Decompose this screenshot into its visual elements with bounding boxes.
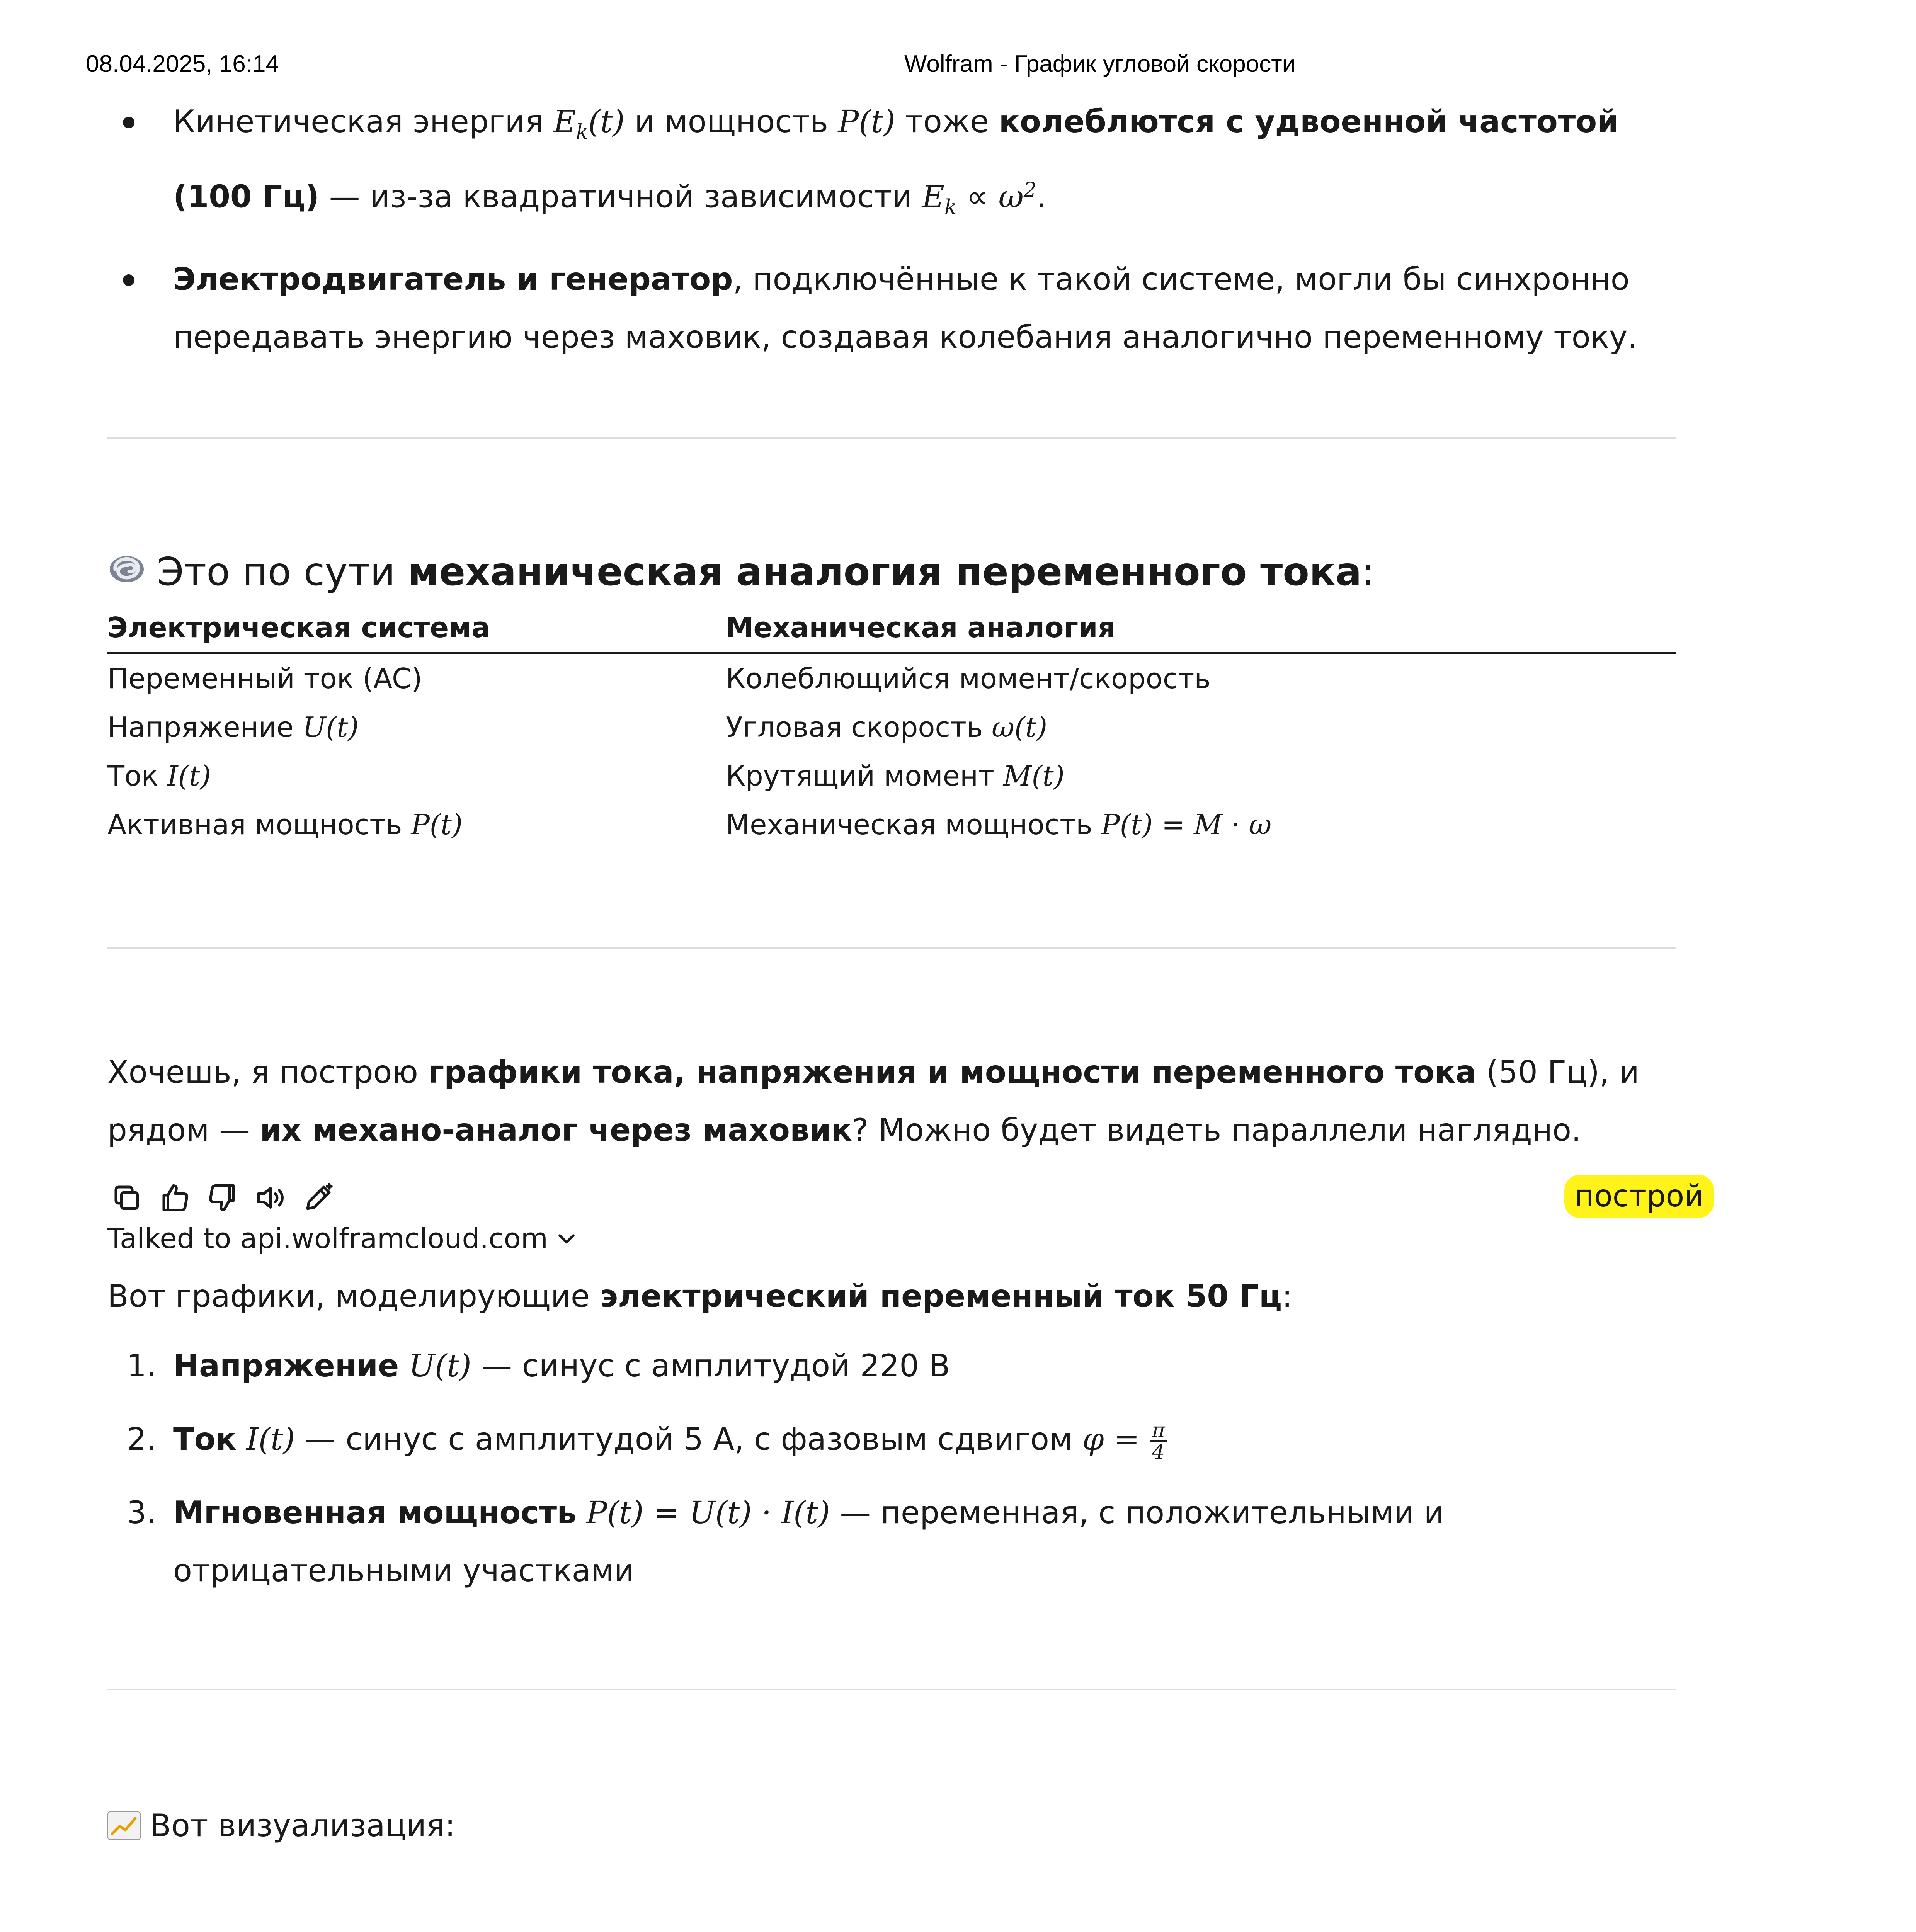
- speaker-icon[interactable]: [251, 1179, 290, 1217]
- column-header: Электрическая система: [107, 603, 726, 653]
- column-header: Механическая аналогия: [726, 603, 1676, 653]
- table-header-row: [107, 603, 1676, 653]
- list-item: Электродвигатель и генератор, подключённые к такой системе, могли бы синхронно передавать энергию через маховик, создавая колебания аналогично переменному току.: [107, 250, 1676, 366]
- table-row: [107, 653, 1676, 703]
- analogy-table: [107, 603, 1676, 849]
- table-row: [107, 703, 1676, 752]
- list-item: 2. Ток I(t) — синус с амплитудой 5 А, с фазовым сдвигом φ = $\frac{\pi}{4}$: [107, 1410, 1676, 1468]
- print-title: Wolfram - График угловой скорости: [904, 51, 1296, 77]
- cyclone-icon: [107, 544, 146, 605]
- table-cell: Переменный ток (AC): [107, 662, 422, 695]
- divider: [107, 947, 1676, 949]
- table-cell: Колеблющийся момент/скорость: [726, 662, 1211, 695]
- numbered-list: [107, 1337, 1676, 1615]
- chart-increasing-icon: [107, 1811, 141, 1840]
- message-actions: [107, 1179, 347, 1217]
- tool-call-label: Talked to api.wolframcloud.com: [107, 1222, 548, 1255]
- user-message-bubble: построй: [1564, 1175, 1714, 1218]
- table-cell: Напряжение U(t): [107, 711, 359, 743]
- copy-icon[interactable]: [107, 1179, 146, 1217]
- table-cell: Угловая скорость ω(t): [726, 711, 1048, 743]
- list-item: 1. Напряжение U(t) — синус с амплитудой 220 В: [127, 1348, 950, 1384]
- tool-call-toggle[interactable]: [107, 1219, 578, 1258]
- table-row: [107, 800, 1676, 849]
- divider: [107, 1689, 1676, 1690]
- table-cell: Крутящий момент M(t): [726, 760, 1065, 792]
- list-item: 3. Мгновенная мощность P(t) = U(t) · I(t) — переменная, с положительными и отрицательными участками: [127, 1495, 1444, 1588]
- divider: [107, 437, 1676, 439]
- edit-icon[interactable]: [299, 1179, 338, 1217]
- list-item: Кинетическая энергия $E_k(t)$ и мощность P(t) тоже колеблются с удвоенной частотой (100 Гц) — из-за квадратичной зависимости $E_k \propto \omega^2$.: [107, 93, 1676, 236]
- print-datetime: 08.04.2025, 16:14: [86, 51, 279, 77]
- assistant-question: Хочешь, я построю графики тока, напряжения и мощности переменного тока (50 Гц), и рядом — их механо-аналог через маховик? Можно будет видеть параллели наглядно.: [107, 1054, 1639, 1148]
- table-cell: Ток I(t): [107, 760, 211, 792]
- table-row: [107, 752, 1676, 800]
- table-cell: Механическая мощность P(t) = M · ω: [726, 808, 1272, 841]
- section-heading: Это по сути механическая аналогия переменного тока:: [107, 541, 1375, 605]
- table-cell: Активная мощность P(t): [107, 808, 463, 841]
- visualization-caption: Вот визуализация:: [107, 1797, 455, 1855]
- assistant-intro: Вот графики, моделирующие электрический переменный ток 50 Гц:: [107, 1278, 1293, 1314]
- thumbs-up-icon[interactable]: [155, 1179, 194, 1217]
- bullet-list: [107, 93, 1676, 380]
- chevron-down-icon: [555, 1227, 578, 1250]
- thumbs-down-icon[interactable]: [203, 1179, 242, 1217]
